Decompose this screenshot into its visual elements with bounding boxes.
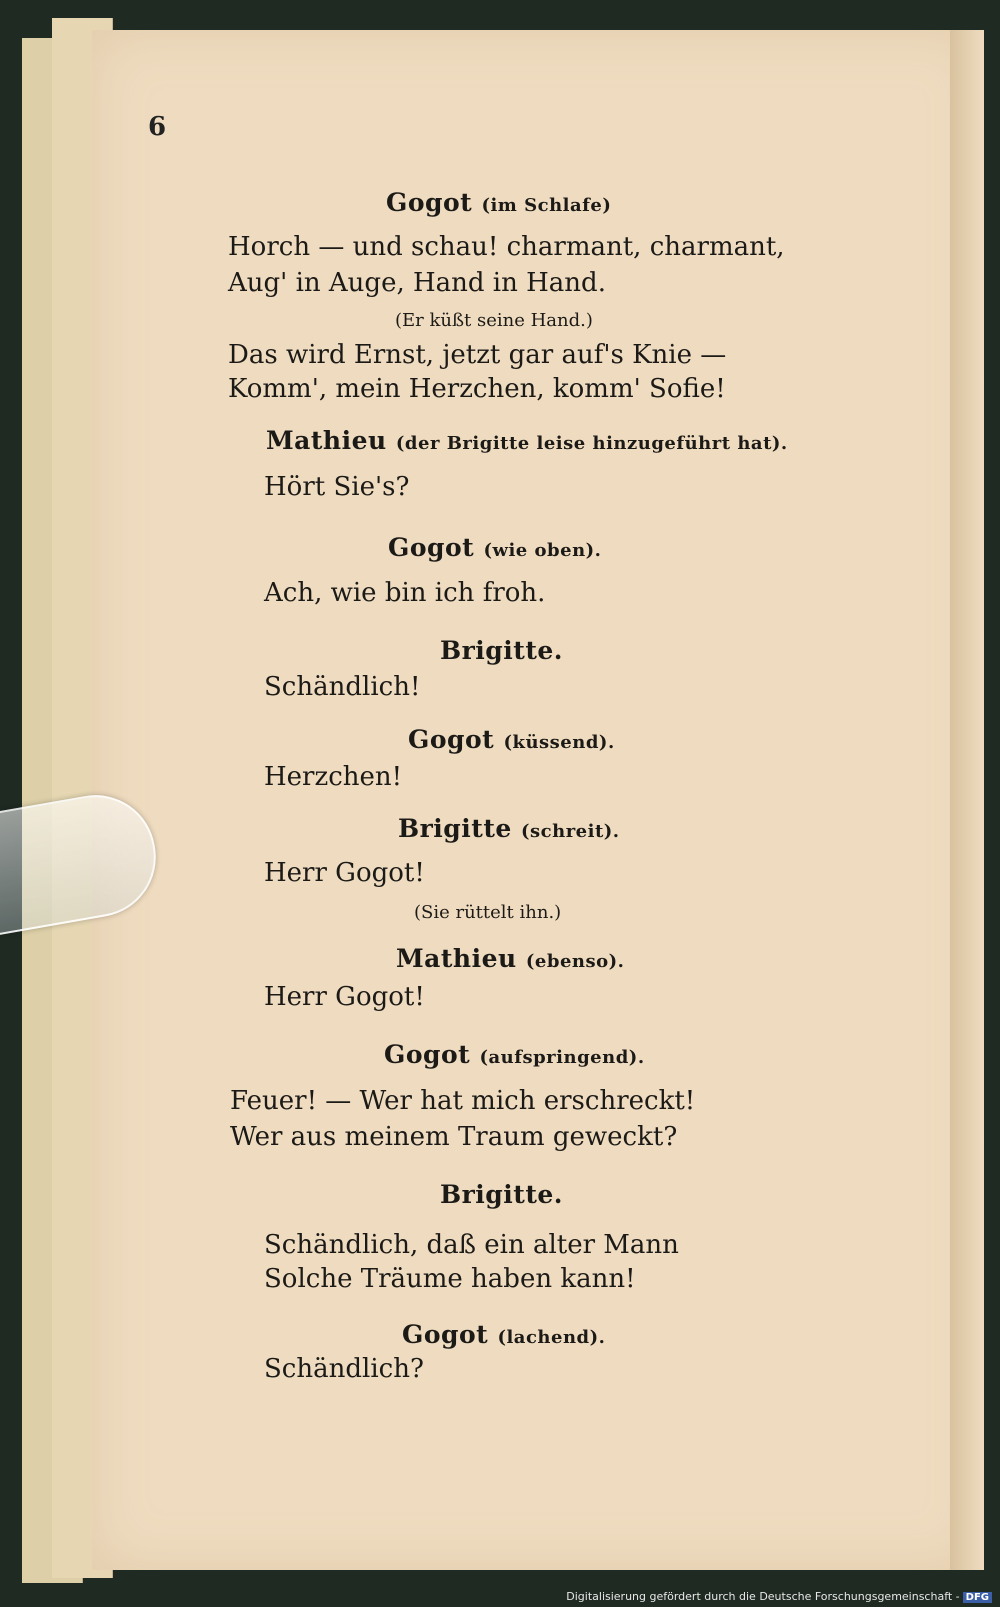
verse-line: Wer aus meinem Traum geweckt? bbox=[230, 1122, 678, 1152]
dfg-logo: DFG bbox=[963, 1592, 992, 1603]
verse-line: Feuer! — Wer hat mich erschreckt! bbox=[230, 1086, 696, 1116]
verse-line: Schändlich! bbox=[264, 672, 421, 702]
footer-credit: Digitalisierung gefördert durch die Deutsche Forschungsgemeinschaft - DFG bbox=[566, 1590, 992, 1603]
verse-line: Hört Sie's? bbox=[264, 472, 410, 502]
verse-line: Solche Träume haben kann! bbox=[264, 1264, 636, 1294]
verse-line: Herzchen! bbox=[264, 762, 403, 792]
speaker-heading: Gogot (lachend). bbox=[402, 1320, 606, 1349]
stage-direction: (Sie rüttelt ihn.) bbox=[414, 902, 562, 923]
verse-line: Schändlich, daß ein alter Mann bbox=[264, 1230, 679, 1260]
verse-line: Das wird Ernst, jetzt gar auf's Knie — bbox=[228, 340, 727, 370]
speaker-heading: Mathieu (ebenso). bbox=[396, 944, 625, 973]
speaker-heading: Brigitte. bbox=[440, 1180, 563, 1209]
verse-line: Herr Gogot! bbox=[264, 982, 425, 1012]
verse-line: Aug' in Auge, Hand in Hand. bbox=[228, 268, 606, 298]
speaker-heading: Gogot (küssend). bbox=[408, 725, 615, 754]
verse-line: Schändlich? bbox=[264, 1354, 424, 1384]
speaker-heading: Gogot (wie oben). bbox=[388, 533, 602, 562]
speaker-heading: Gogot (im Schlafe) bbox=[386, 188, 612, 217]
verse-line: Ach, wie bin ich froh. bbox=[264, 578, 546, 608]
page-number: 6 bbox=[148, 112, 167, 142]
speaker-heading: Brigitte (schreit). bbox=[398, 814, 620, 843]
speaker-heading: Gogot (aufspringend). bbox=[384, 1040, 645, 1069]
verse-line: Horch — und schau! charmant, charmant, bbox=[228, 232, 785, 262]
speaker-heading: Brigitte. bbox=[440, 636, 563, 665]
page-fold-edge bbox=[950, 30, 984, 1570]
verse-line: Herr Gogot! bbox=[264, 858, 425, 888]
stage-direction: (Er küßt seine Hand.) bbox=[395, 310, 593, 331]
speaker-heading: Mathieu (der Brigitte leise hinzugeführt hat). bbox=[266, 426, 788, 455]
verse-line: Komm', mein Herzchen, komm' Sofie! bbox=[228, 374, 726, 404]
